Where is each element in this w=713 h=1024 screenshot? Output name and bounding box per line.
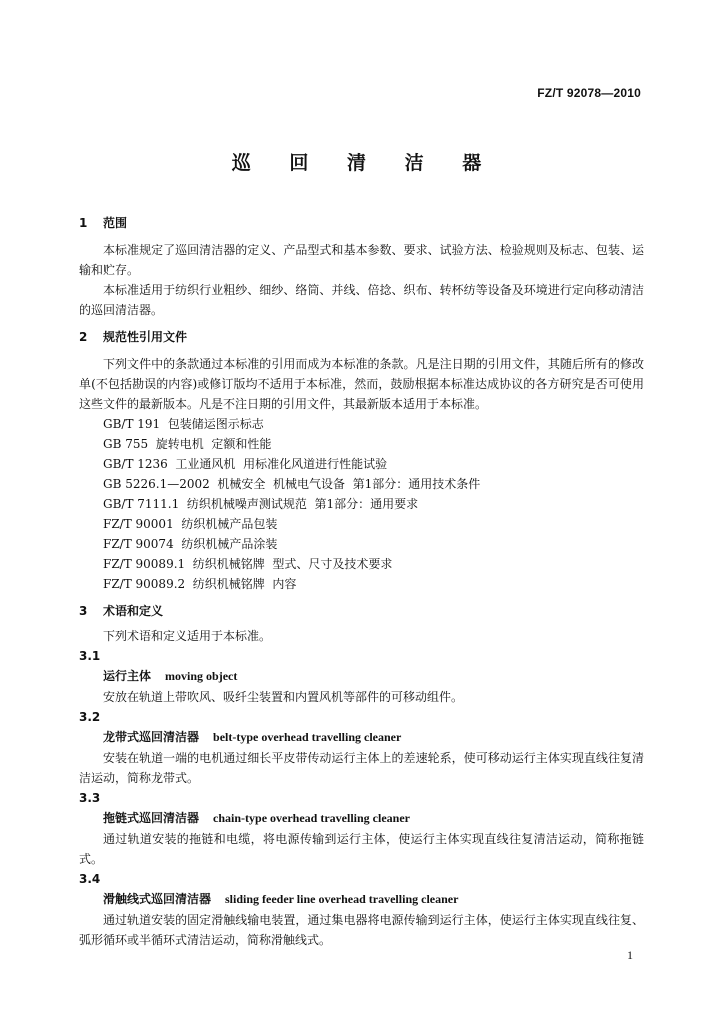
standard-code: FZ/T 92078—2010: [537, 86, 641, 100]
term-cn: 运行主体: [103, 669, 152, 683]
reference-item: FZ/T 90001 纺织机械产品包装: [103, 517, 278, 531]
terms-intro: 下列术语和定义适用于本标准。: [103, 629, 272, 643]
section-heading-scope: [79, 212, 644, 234]
term-title: [79, 808, 644, 829]
reference-item: GB/T 7111.1 纺织机械噪声测试规范 第1部分：通用要求: [103, 497, 419, 511]
term-cn: 龙带式巡回清洁器: [103, 730, 200, 744]
term-definition: 安放在轨道上带吹风、吸纤尘装置和内置风机等部件的可移动组件。: [103, 690, 464, 704]
page-number: 1: [627, 948, 633, 962]
section-title: 规范性引用文件: [103, 330, 188, 344]
term-cn: 拖链式巡回清洁器: [103, 811, 200, 825]
term-definition: 通过轨道安装的拖链和电缆，将电源传输到运行主体，使运行主体实现直线往复清洁运动，简称拖链式。: [79, 832, 644, 866]
reference-item: GB 755 旋转电机 定额和性能: [103, 437, 272, 451]
term-title: [79, 889, 644, 910]
term-number: 3.3: [79, 791, 101, 805]
reference-item: FZ/T 90089.2 纺织机械铭牌 内容: [103, 577, 297, 591]
section-title: 术语和定义: [103, 604, 164, 618]
reference-item: FZ/T 90074 纺织机械产品涂装: [103, 537, 278, 551]
references-intro: 下列文件中的条款通过本标准的引用而成为本标准的条款。凡是注日期的引用文件，其随后所有的修改单(不包括勘误的内容)或修订版均不适用于本标准，然而，鼓励根据本标准达成协议的各方研究是否可使用这些文件的最新版本。凡是不注日期的引用文件，其最新版本适用于本标准。: [79, 357, 644, 411]
term-definition: 安装在轨道一端的电机通过细长平皮带传动运行主体上的差速轮系，使可移动运行主体实现直线往复清洁运动，简称龙带式。: [79, 751, 644, 785]
term-cn: 滑触线式巡回清洁器: [103, 892, 212, 906]
reference-item: GB/T 1236 工业通风机 用标准化风道进行性能试验: [103, 457, 388, 471]
term-number: 3.1: [79, 649, 101, 663]
reference-item: GB/T 191 包装储运图示标志: [103, 417, 264, 431]
reference-item: FZ/T 90089.1 纺织机械铭牌 型式、尺寸及技术要求: [103, 557, 393, 571]
section-number: 1: [79, 216, 88, 230]
section-number: 2: [79, 330, 88, 344]
term-en: sliding feeder line overhead travelling cleaner: [225, 892, 459, 906]
reference-item: GB 5226.1—2002 机械安全 机械电气设备 第1部分：通用技术条件: [103, 477, 481, 491]
term-title: [79, 666, 644, 687]
term-definition: 通过轨道安装的固定滑触线输电装置，通过集电器将电源传输到运行主体，使运行主体实现直线往复、弧形循环或半循环式清洁运动，简称滑触线式。: [79, 913, 644, 947]
term-number: 3.4: [79, 872, 101, 886]
scope-paragraph-1: 本标准规定了巡回清洁器的定义、产品型式和基本参数、要求、试验方法、检验规则及标志、包装、运输和贮存。: [79, 243, 644, 277]
document-body: [79, 212, 644, 950]
term-en: chain-type overhead travelling cleaner: [213, 811, 410, 825]
section-number: 3: [79, 604, 88, 618]
section-title: 范围: [103, 216, 128, 230]
term-title: [79, 727, 644, 748]
term-number: 3.2: [79, 710, 101, 724]
scope-paragraph-2: 本标准适用于纺织行业粗纱、细纱、络筒、并线、倍捻、织布、转杯纺等设备及环境进行定向移动清洁的巡回清洁器。: [79, 283, 644, 317]
section-heading-normative-references: [79, 326, 644, 348]
term-en: belt-type overhead travelling cleaner: [213, 730, 402, 744]
document-title: 巡 回 清 洁 器: [231, 152, 498, 174]
section-heading-terms: [79, 600, 644, 622]
term-en: moving object: [165, 669, 238, 683]
